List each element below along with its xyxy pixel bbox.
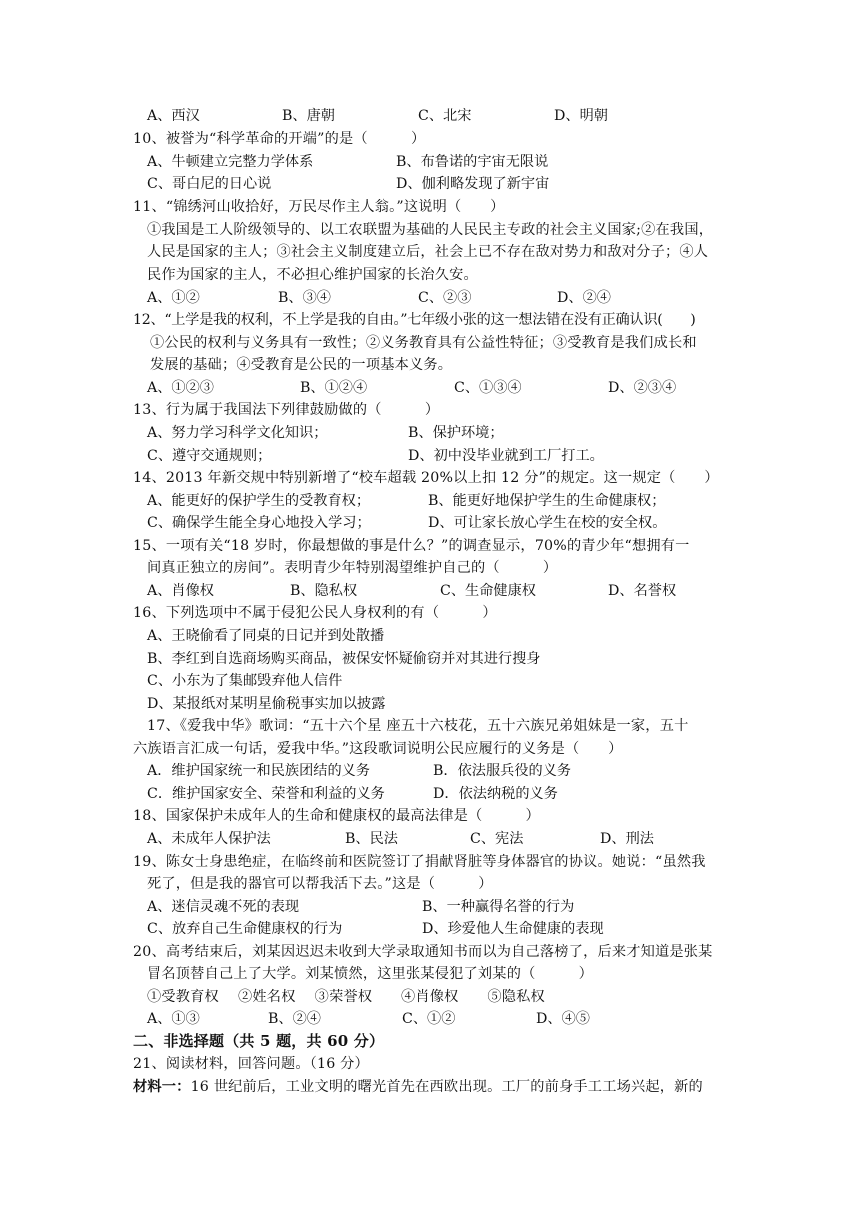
q17-option-b: B．依法服兵役的义务 [433,763,572,779]
q17-option-d: D．依法纳税的义务 [433,786,558,802]
q13-option-c: C、遵守交通规则； [147,448,272,464]
q19-stem-continued: 死了，但是我的器官可以帮我活下去。”这是（ ） [147,876,493,892]
q14-option-c: C、确保学生能全身心地投入学习； [147,515,371,531]
q19-option-a: A、迷信灵魂不死的表现 [147,899,300,915]
q20-rights-list: ①受教育权 ②姓名权 ③荣誉权 ④肖像权 ⑤隐私权 [147,989,545,1005]
material-label: 材料一： [133,1079,191,1095]
q11-option-d: D、②④ [557,290,611,306]
q12-option-c: C、①③④ [454,380,522,396]
q9-option-b: B、唐朝 [282,108,335,124]
q17-option-c: C．维护国家安全、荣誉和利益的义务 [147,786,385,802]
q14-stem: 14、2013 年新交规中特别新增了“校车超载 20%以上扣 12 分”的规定。这一规定（ ） [133,470,719,486]
q12-stem: 12、“上学是我的权利，不上学是我的自由。”七年级小张的这一想法错在没有正确认识( ) [133,312,696,328]
q18-option-d: D、刑法 [600,831,654,847]
q9-option-a: A、西汉 [147,108,200,124]
q10-option-d: D、伽利略发现了新宇宙 [396,176,550,192]
q15-stem: 15、一项有关“18 岁时，你最想做的事是什么？”的调查显示，70%的青少年“想拥有一 [133,538,690,554]
q16-option-d: D、某报纸对某明星偷税事实加以披露 [147,696,386,712]
q9-option-d: D、明朝 [554,108,608,124]
q18-option-c: C、宪法 [470,831,524,847]
q21-stem: 21、阅读材料，回答问题。（16 分） [133,1056,369,1072]
q15-option-a: A、肖像权 [147,583,214,599]
q17-stem: 17、《爱我中华》歌词：“五十六个星 座五十六枝花，五十六族兄弟姐妹是一家，五十 [147,718,689,734]
q16-option-a: A、王晓偷看了同桌的日记并到处散播 [147,628,385,644]
q18-stem: 18、国家保护未成年人的生命和健康权的最高法律是（ ） [133,808,540,824]
q12-option-d: D、②③④ [608,380,677,396]
q19-option-d: D、珍爱他人生命健康的表现 [422,921,604,937]
q15-option-b: B、隐私权 [290,583,358,599]
q13-stem: 13、行为属于我国法下列律鼓励做的（ ） [133,402,440,418]
q21-material-line [133,1077,703,1097]
q9-option-c: C、北宋 [418,108,472,124]
q19-stem: 19、陈女士身患绝症，在临终前和医院签订了捐献肾脏等身体器官的协议。她说：“虽然我 [133,854,706,870]
q11-body-line: ①我国是工人阶级领导的、以工农联盟为基础的人民民主专政的社会主义国家;②在我国， [147,222,714,238]
q14-option-b: B、能更好地保护学生的生命健康权； [428,493,666,509]
q20-stem-continued: 冒名顶替自己上了大学。刘某愤然，这里张某侵犯了刘某的（ ） [147,966,594,982]
q19-option-b: B、一种赢得名誉的行为 [422,899,575,915]
q11-body-line: 人民是国家的主人；③社会主义制度建立后，社会上已不存在敌对势力和敌对分子；④人 [147,244,709,260]
q20-option-d: D、④⑤ [536,1011,590,1027]
q10-option-b: B、布鲁诺的宇宙无限说 [396,154,549,170]
q17-option-a: A．维护国家统一和民族团结的义务 [147,763,371,779]
q16-stem: 16、下列选项中不属于侵犯公民人身权利的有（ ） [133,605,497,621]
q12-option-b: B、①②④ [300,380,368,396]
q12-body-line: 发展的基础；④受教育是公民的一项基本义务。 [150,357,453,373]
q20-stem: 20、高考结束后，刘某因迟迟未收到大学录取通知书而以为自己落榜了，后来才知道是张某 [133,944,713,960]
q20-option-c: C、①② [402,1011,456,1027]
q10-option-c: C、哥白尼的日心说 [147,176,272,192]
q15-option-c: C、生命健康权 [440,583,536,599]
q20-option-b: B、②④ [268,1011,321,1027]
material-text: 16 世纪前后，工业文明的曙光首先在西欧出现。工厂的前身手工工场兴起，新的 [190,1079,703,1095]
q14-option-d: D、可让家长放心学生在校的安全权。 [428,515,667,531]
q10-stem: 10、被誉为“科学革命的开端”的是（ ） [133,131,426,147]
q10-option-a: A、牛顿建立完整力学体系 [147,154,314,170]
q13-option-a: A、努力学习科学文化知识； [147,425,328,441]
q12-option-a: A、①②③ [147,380,214,396]
q14-option-a: A、能更好的保护学生的受教育权； [147,493,371,509]
q16-option-c: C、小东为了集邮毁弃他人信件 [147,673,343,689]
q11-option-a: A、①② [147,290,200,306]
q11-option-b: B、③④ [278,290,331,306]
q19-option-c: C、放弃自己生命健康权的行为 [147,921,343,937]
section-heading: 二、非选择题（共 5 题，共 60 分） [133,1032,385,1050]
q15-stem-continued: 间真正独立的房间”。表明青少年特别渴望维护自己的（ ） [147,560,558,576]
q17-stem-continued: 六族语言汇成一句话，爱我中华。”这段歌词说明公民应履行的义务是（ ） [133,741,623,757]
q12-body-line: ①公民的权利与义务具有一致性；②义务教育具有公益性特征；③受教育是我们成长和 [150,335,697,351]
q13-option-d: D、初中没毕业就到工厂打工。 [408,448,604,464]
q16-option-b: B、李红到自选商场购买商品，被保安怀疑偷窃并对其进行搜身 [147,651,541,667]
q11-body-line: 民作为国家的主人，不必担心维护国家的长治久安。 [147,267,478,283]
q11-stem: 11、“锦绣河山收拾好，万民尽作主人翁。”这说明（ ） [133,199,505,215]
q18-option-b: B、民法 [345,831,398,847]
q20-option-a: A、①③ [147,1011,200,1027]
q15-option-d: D、名誉权 [608,583,677,599]
q18-option-a: A、未成年人保护法 [147,831,271,847]
q11-option-c: C、②③ [418,290,472,306]
q13-option-b: B、保护环境； [408,425,504,441]
